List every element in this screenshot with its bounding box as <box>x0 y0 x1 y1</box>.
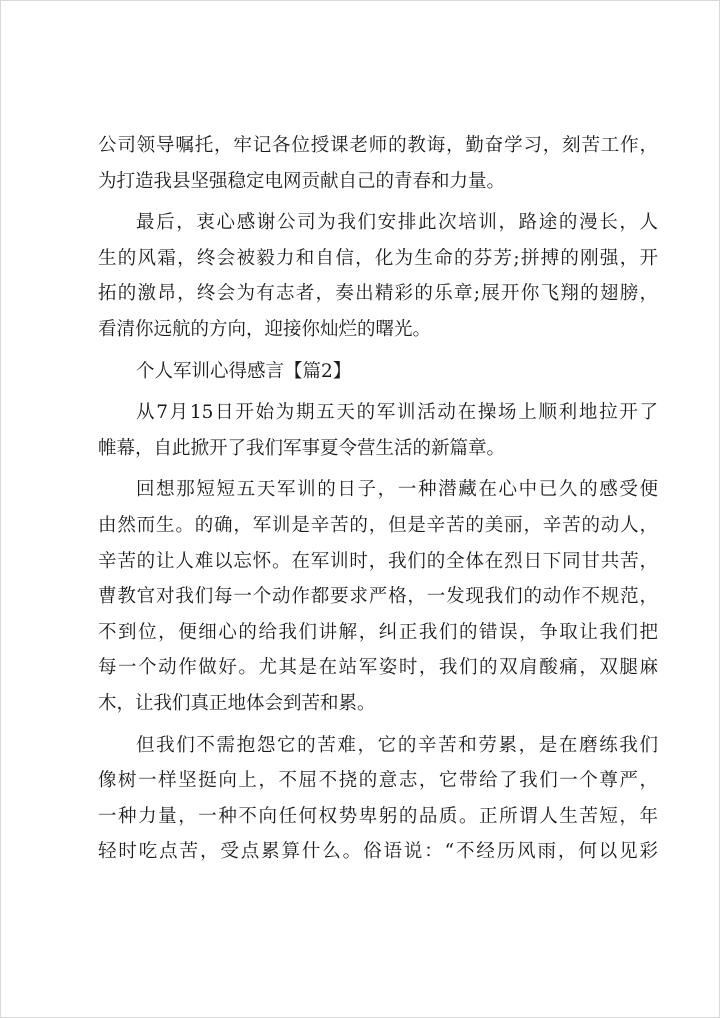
text-line: 看清你远航的方向，迎接你灿烂的曙光。 <box>98 318 432 340</box>
text-line: 从7月15日开始为期五天的军训活动在操场上顺利地拉开了 <box>136 402 658 424</box>
text-line: 木，让我们真正地体会到苦和累。 <box>98 692 376 714</box>
text-line: 辛苦的让人难以忘怀。在军训时，我们的全体在烈日下同甘共苦， <box>98 550 658 572</box>
paragraph <box>98 128 658 199</box>
paragraph <box>98 472 658 721</box>
text-line: 轻时吃点苦，受点累算什么。俗语说：“不经历风雨，何以见彩 <box>98 841 658 863</box>
paragraph <box>98 205 658 347</box>
text-line: 像树一样坚挺向上，不屈不挠的意志，它带给了我们一个尊严， <box>98 770 658 792</box>
text-line: 拓的激昂，终会为有志者，奏出精彩的乐章;展开你飞翔的翅膀， <box>98 283 658 305</box>
text-line: 每一个动作做好。尤其是在站军姿时，我们的双肩酸痛，双腿麻 <box>98 657 658 679</box>
heading-text: 个人军训心得感言【篇2】 <box>136 360 352 382</box>
text-line: 但我们不需抱怨它的苦难，它的辛苦和劳累，是在磨练我们 <box>136 734 658 756</box>
text-line: 公司领导嘱托，牢记各位授课老师的教诲，勤奋学习，刻苦工作， <box>98 135 658 156</box>
text-line: 一种力量，一种不向任何权势卑躬的品质。正所谓人生苦短，年 <box>98 805 658 827</box>
text-line: 生的风霜，终会被毅力和自信，化为生命的芬芳;拼搏的刚强，开 <box>98 247 658 269</box>
document-body <box>98 128 658 870</box>
text-line: 为打造我县坚强稳定电网贡献自己的青春和力量。 <box>98 170 506 192</box>
paragraph <box>98 395 658 466</box>
text-line: 回想那短短五天军训的日子，一种潜藏在心中已久的感受便 <box>136 479 658 501</box>
text-line: 不到位，便细心的给我们讲解，纠正我们的错误，争取让我们把 <box>98 621 658 643</box>
section-heading <box>98 354 658 390</box>
text-line: 帷幕，自此掀开了我们军事夏令营生活的新篇章。 <box>98 437 506 459</box>
paragraph <box>98 728 658 870</box>
text-line: 最后，衷心感谢公司为我们安排此次培训，路途的漫长，人 <box>136 212 658 234</box>
text-line: 由然而生。的确，军训是辛苦的，但是辛苦的美丽，辛苦的动人， <box>98 514 658 536</box>
text-line: 曹教官对我们每一个动作都要求严格，一发现我们的动作不规范， <box>98 586 658 608</box>
